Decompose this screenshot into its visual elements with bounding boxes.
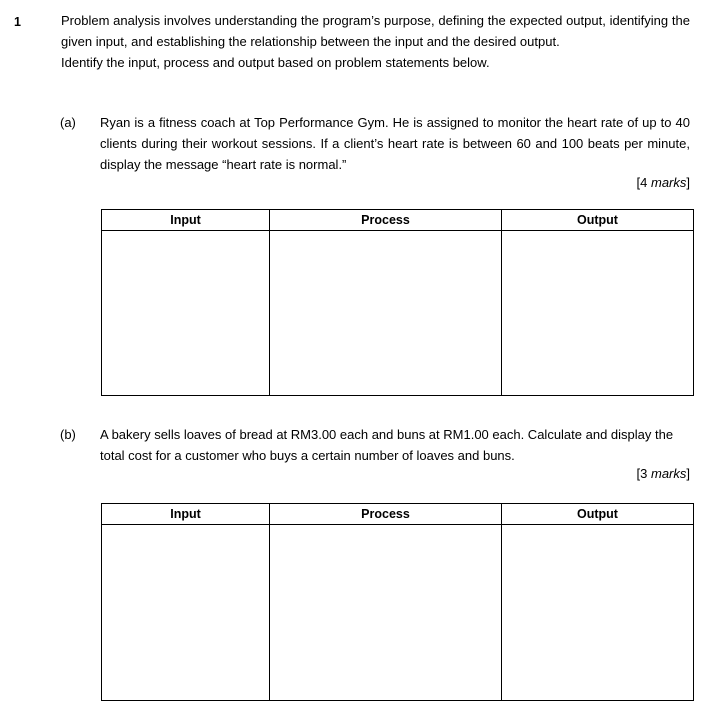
question-number: 1	[14, 15, 21, 29]
answer-cell-output[interactable]	[502, 231, 694, 396]
question-instruction-text: Identify the input, process and output based on problem statements below.	[61, 55, 490, 70]
part-a-marks-prefix: [4	[636, 175, 651, 190]
part-b-marks	[637, 463, 690, 484]
part-b-marks-suffix: ]	[686, 466, 690, 481]
answer-cell-input[interactable]	[102, 231, 270, 396]
answer-cell-process[interactable]	[270, 231, 502, 396]
part-b-marks-prefix: [3	[636, 466, 651, 481]
answer-cell-output[interactable]	[502, 525, 694, 701]
part-a-marks-word: marks	[650, 175, 687, 190]
ipo-table-a	[101, 209, 694, 396]
part-a-text: Ryan is a fitness coach at Top Performance Gym. He is assigned to monitor the heart rate of up to 40 clients during their workout sessions. If a client’s heart rate is between 60 and 100 beats per minute, display the message “heart rate is normal.”	[100, 115, 690, 172]
column-header-process: Process	[270, 210, 502, 231]
table-row	[102, 525, 694, 701]
table-header-row	[102, 210, 694, 231]
column-header-input: Input	[102, 210, 270, 231]
part-a-marks-suffix: ]	[686, 175, 690, 190]
question-body	[61, 10, 690, 73]
part-b-text: A bakery sells loaves of bread at RM3.00 each and buns at RM1.00 each. Calculate and display the total cost for a customer who buys a certain number of loaves and buns.	[100, 427, 674, 463]
table-header-row	[102, 504, 694, 525]
part-a-marks	[637, 172, 690, 193]
part-a-label: (a)	[60, 115, 76, 130]
column-header-process: Process	[270, 504, 502, 525]
ipo-table-b	[101, 503, 694, 701]
table-row	[102, 231, 694, 396]
part-b-marks-word: marks	[650, 466, 687, 481]
column-header-input: Input	[102, 504, 270, 525]
column-header-output: Output	[502, 504, 694, 525]
answer-cell-input[interactable]	[102, 525, 270, 701]
column-header-output: Output	[502, 210, 694, 231]
part-b-label: (b)	[60, 427, 76, 442]
question-intro-text: Problem analysis involves understanding the program’s purpose, defining the expected output, identifying the given input, and establishing the relationship between the input and the desired output.	[61, 13, 690, 49]
answer-cell-process[interactable]	[270, 525, 502, 701]
